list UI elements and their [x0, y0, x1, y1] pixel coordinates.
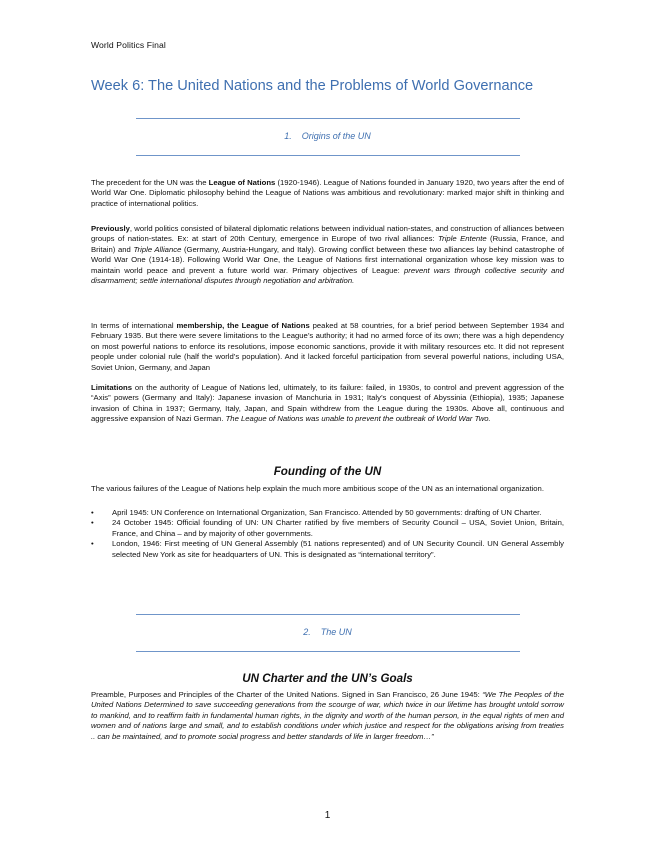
running-head: World Politics Final: [91, 40, 166, 50]
paragraph-previously: Previously, world politics consisted of bilateral diplomatic relations between individual nation-states, and construction of alliances between groups of nation-states. Ex: at start of 20th Century, emergence in Europe of two rival alliances: Triple Entente (Russia, France, and Britain) and Triple Alliance (Germany, Austria-Hungary, and Italy). Growing conflict between these two alliances lay behind catastrophe of World War One (1914-18). Following World War One, the League of Nations first international organization whose key mission was to maintain world peace and prevent a future world war. Primary objectives of League: prevent wars through collective security and disarmament; settle international disputes through negotiation and arbitration.: [91, 224, 564, 286]
section-heading-the-un: [0, 627, 655, 637]
section-title: The UN: [320, 627, 352, 637]
paragraph-membership: In terms of international membership, the League of Nations peaked at 58 countries, for a brief period between September 1934 and February 1935. But there were severe limitations to the League’s authority; it had no armed force of its own; there was a high dependency on most powerful nations to enforce its resolutions, impose economic sanctions, provide it with military resources etc. It did not represent people under colonial rule (half the world’s population). And it lacked forceful participation from several powerful nations, including USA, Soviet Union, Germany, and Japan: [91, 321, 564, 372]
section-rule-top: [136, 614, 520, 615]
paragraph-limitations: Limitations on the authority of League of Nations led, ultimately, to its failure: failed, in 1930s, to control and prevent aggression of the “Axis” powers (Germany and Italy): Japanese invasion of Manchuria in 1931; Italy’s conquest of Abyssinia (Ethiopia), 1935; Japanese invasion of China in 1937; Germany, Italy, Japan, and Spain withdrew from the League during the 1930s. Above all, continuous and aggressive expansion of Nazi German. The League of Nations was unable to prevent the outbreak of World War Two.: [91, 383, 564, 424]
section-rule-bottom: [136, 651, 520, 652]
list-item: • London, 1946: First meeting of UN General Assembly (51 nations represented) and of UN Security Council. UN General Assembly selected New York as site for headquarters of UN. This is designated as “international territory”.: [91, 539, 564, 559]
section-rule-top: [136, 118, 520, 119]
section-title: Origins of the UN: [301, 131, 371, 141]
document-title: Week 6: The United Nations and the Problems of World Governance: [91, 78, 534, 94]
section-heading-origins: [0, 131, 655, 141]
heading-founding-of-the-un: Founding of the UN: [273, 465, 382, 478]
section-number: 2.: [303, 627, 311, 637]
list-item: • 24 October 1945: Official founding of UN: UN Charter ratified by five members of Security Council – USA, Soviet Union, Britain, France, and China – and by majority of other governments.: [91, 518, 564, 538]
founding-bullet-list: [91, 508, 564, 560]
heading-un-charter: UN Charter and the UN’s Goals: [242, 672, 413, 685]
list-item: • April 1945: UN Conference on International Organization, San Francisco. Attended by 50 governments: drafting of UN Charter.: [91, 508, 542, 517]
page-number: 1: [324, 810, 331, 821]
section-rule-bottom: [136, 155, 520, 156]
paragraph-founding-intro: The various failures of the League of Nations help explain the much more ambitious scope of the UN as an international organization.: [91, 484, 544, 493]
paragraph-un-charter: Preamble, Purposes and Principles of the Charter of the United Nations. Signed in San Francisco, 26 June 1945: “We The Peoples of the United Nations Determined to save succeeding generations from the scourge of war, which twice in our lifetime has brought untold sorrow to mankind, and to reaffirm faith in fundamental human rights, in the dignity and worth of the human person, in the equal rights of men and women and of nations large and small, and to establish conditions under which justice and respect for the obligations arising from treaties .. can be maintained, and to promote social progress and better standards of life in larger freedom…”: [91, 690, 564, 741]
section-number: 1.: [284, 131, 292, 141]
paragraph-league-precedent: The precedent for the UN was the League of Nations (1920-1946). League of Nations founded in January 1920, two years after the end of World War One. Diplomatic philosophy behind the League of Nations was ambitious and revolutionary: marked major shift in thinking and practice of international politics.: [91, 178, 564, 208]
